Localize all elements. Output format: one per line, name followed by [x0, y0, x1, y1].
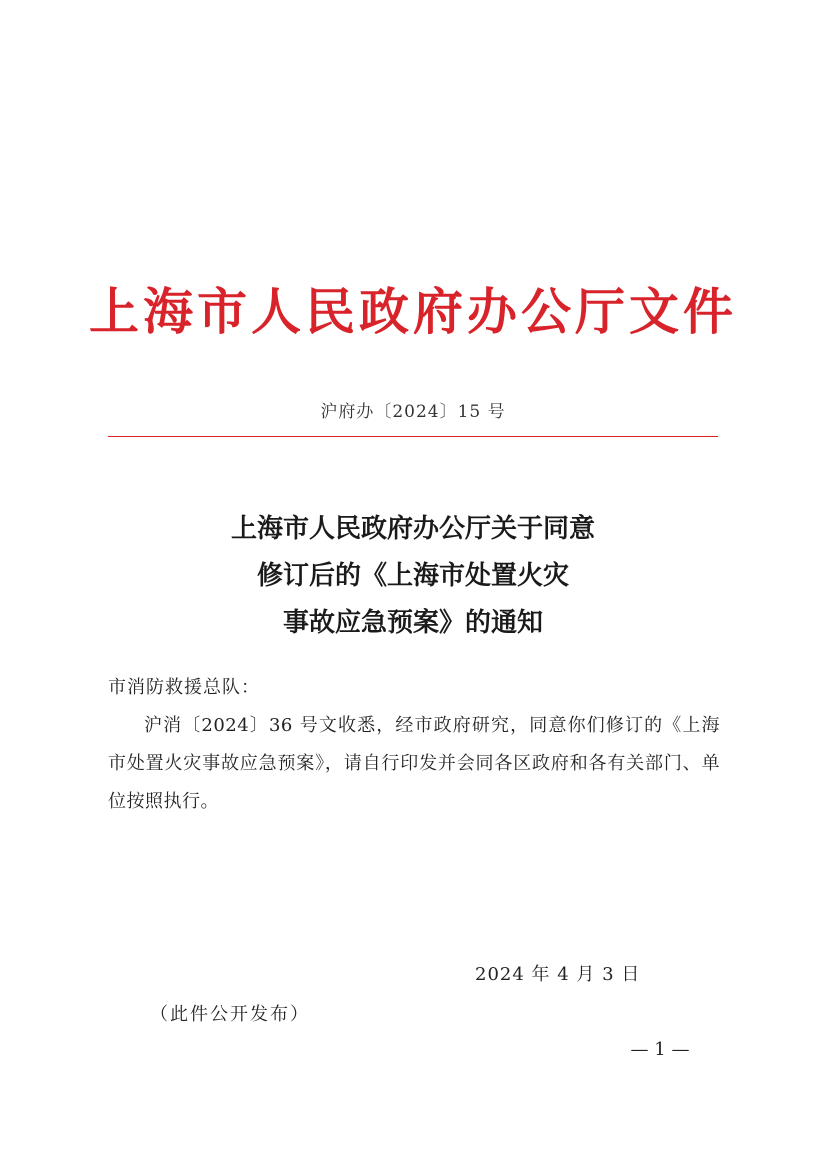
notice-title-line-2: 修订后的《上海市处置火灾 [256, 561, 569, 591]
masthead-title: 上海市人民政府办公厅文件 [89, 282, 737, 341]
body-paragraph: 沪消〔2024〕36 号文收悉，经市政府研究，同意你们修订的《上海市处置火灾事故应急预案》，请自行印发并会同各区政府和各有关部门、单位按照执行。 [108, 715, 720, 812]
page-number: — 1 — [630, 1039, 690, 1060]
publish-note: （此件公开发布） [150, 1004, 310, 1025]
notice-title-line-1: 上海市人民政府办公厅关于同意 [230, 514, 595, 544]
notice-title-line-3: 事故应急预案》的通知 [282, 608, 543, 638]
red-separator-line [108, 436, 718, 437]
issue-date: 2024 年 4 月 3 日 [475, 964, 641, 985]
notice-title [0, 506, 826, 647]
addressee: 市消防救援总队： [108, 677, 260, 698]
document-number: 沪府办〔2024〕15 号 [320, 402, 506, 422]
